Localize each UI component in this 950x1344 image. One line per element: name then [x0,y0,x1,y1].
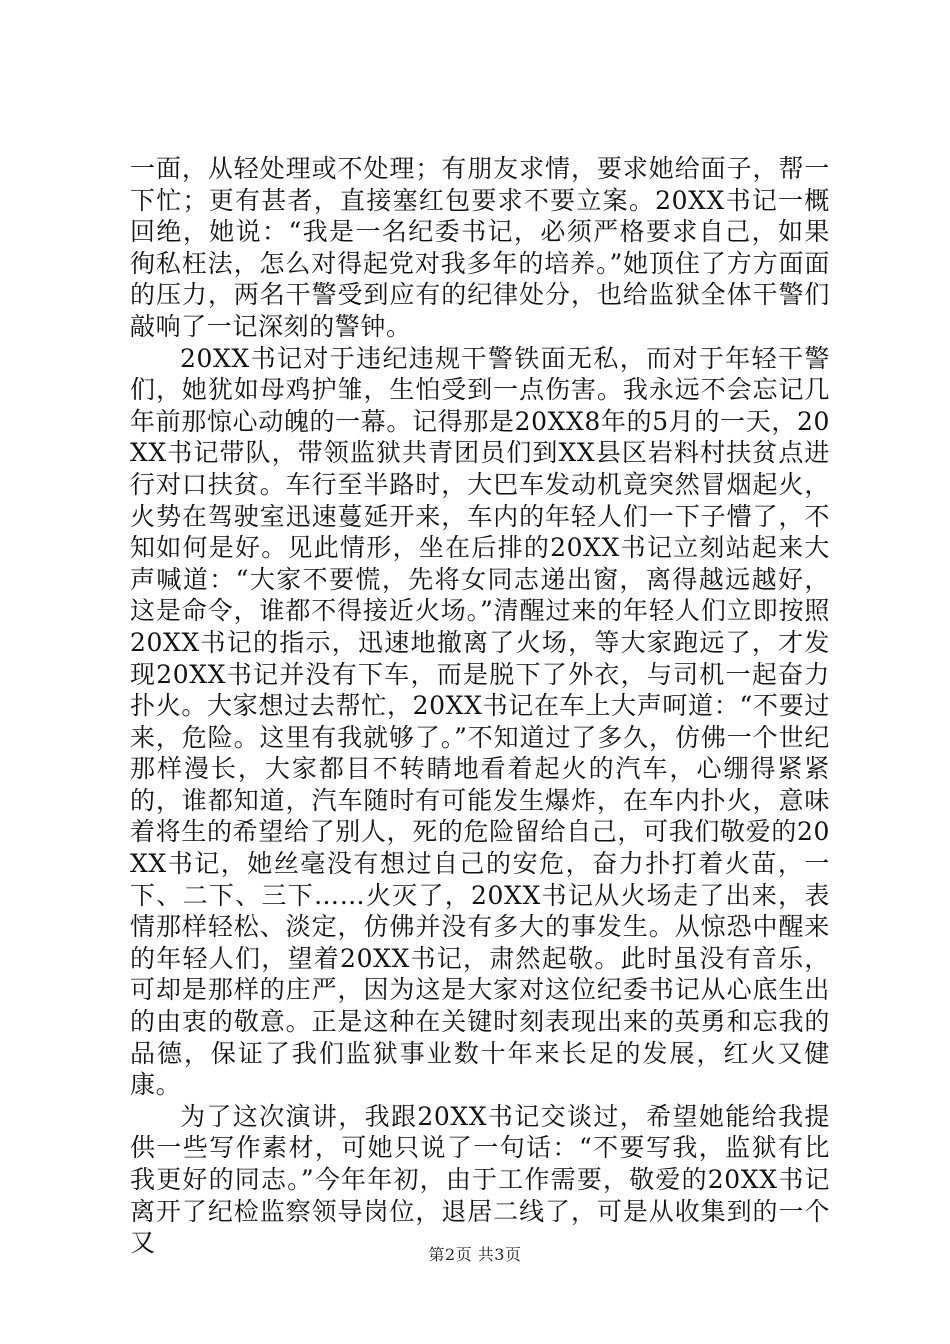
page-footer: 第2页 共3页 [428,1245,522,1264]
paragraph-1: 一面，从轻处理或不处理；有朋友求情，要求她给面子，帮一下忙；更有甚者，直接塞红包要求不要立案。20XX书记一概回绝，她说：“我是一名纪委书记，必须严格要求自己，如果徇私枉法，怎么对得起党对我多年的培养。”她顶住了方方面面的压力，两名干警受到应有的纪律处分，也给监狱全体干警们敲响了一记深刻的警钟。 [130,154,830,341]
paragraph-2: 20XX书记对于违纪违规干警铁面无私，而对于年轻干警们，她犹如母鸡护雏，生怕受到一点伤害。我永远不会忘记几年前那惊心动魄的一幕。记得那是20XX8年的5月的一天，20XX书记带队，带领监狱共青团员们到XX县区岩料村扶贫点进行对口扶贫。车行至半路时，大巴车发动机竟突然冒烟起火，火势在驾驶室迅速蔓延开来，车内的年轻人们一下子懵了，不知如何是好。见此情形，坐在后排的20XX书记立刻站起来大声喊道：“大家不要慌，先将女同志递出窗，离得越远越好，这是命令，谁都不得接近火场。”清醒过来的年轻人们立即按照20XX书记的指示，迅速地撤离了火场，等大家跑远了，才发现20XX书记并没有下车，而是脱下了外衣，与司机一起奋力扑火。大家想过去帮忙，20XX书记在车上大声呵道：“不要过来，危险。这里有我就够了。”不知道过了多久，仿佛一个世纪那样漫长，大家都目不转睛地看着起火的汽车，心绷得紧紧的，谁都知道，汽车随时有可能发生爆炸，在车内扑火，意味着将生的希望给了别人，死的危险留给自己，可我们敬爱的20XX书记，她丝毫没有想过自己的安危，奋力扑打着火苗，一下、二下、三下……火灭了，20XX书记从火场走了出来，表情那样轻松、淡定，仿佛并没有多大的事发生。从惊恐中醒来的年轻人们，望着20XX书记，肃然起敬。此时虽没有音乐，可却是那样的庄严，因为这是大家对这位纪委书记从心底生出的由衷的敬意。正是这种在关键时刻表现出来的英勇和忘我的品德，保证了我们监狱事业数十年来长足的发展，红火又健康。 [130,343,830,1100]
document-body [130,153,830,1259]
paragraph-3: 为了这次演讲，我跟20XX书记交谈过，希望她能给我提供一些写作素材，可她只说了一句话：“不要写我，监狱有比我更好的同志。”今年年初，由于工作需要，敬爱的20XX书记离开了纪检监察领导岗位，退居二线了，可是从收集到的一个又 [130,1101,830,1258]
